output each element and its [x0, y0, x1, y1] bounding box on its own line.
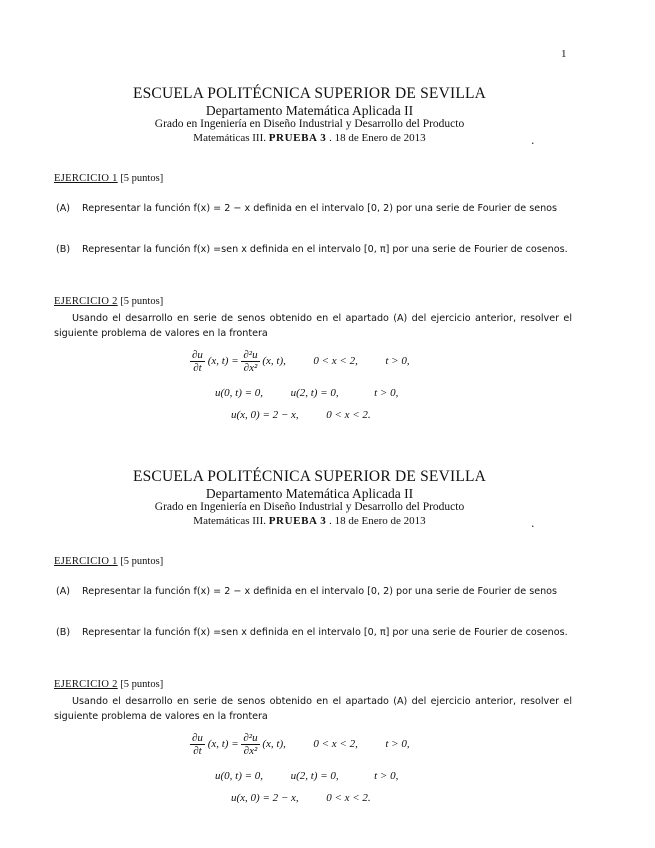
- bc-right: u(2, t) = 0,: [290, 770, 339, 782]
- condition-t: t > 0,: [385, 355, 410, 368]
- exercise-2-points: [5 puntos]: [120, 296, 164, 307]
- course-line: [0, 515, 637, 528]
- exercise-2-label: EJERCICIO 2: [54, 679, 118, 690]
- bc-right: u(2, t) = 0,: [290, 387, 339, 399]
- condition-x: 0 < x < 2,: [313, 355, 358, 368]
- condition-x: 0 < x < 2,: [313, 738, 358, 751]
- ic-domain: 0 < x < 2.: [326, 792, 371, 804]
- ic-value: u(x, 0) = 2 − x,: [231, 409, 299, 421]
- exam-header: [0, 85, 637, 144]
- degree-name: Grado en Ingeniería en Diseño Industrial y Desarrollo del Producto: [154, 118, 465, 131]
- ic-value: u(x, 0) = 2 − x,: [231, 792, 299, 804]
- item-text: Representar la función f(x) = 2 − x definida en el intervalo [0, 2) por una serie de Fourier de senos: [82, 203, 558, 214]
- lhs-den: ∂t: [193, 362, 202, 374]
- lhs-num: ∂u: [192, 349, 203, 361]
- item-label: (A): [56, 203, 71, 214]
- item-label: (A): [56, 586, 71, 597]
- trail-dot: .: [531, 134, 535, 147]
- exercise-2-text: Usando el desarrollo en serie de senos obtenido en el apartado (A) del ejercicio anterior, resolver el siguiente problema de valores en la frontera: [54, 313, 572, 339]
- bc-time: t > 0,: [374, 387, 399, 399]
- exercise-2-text: Usando el desarrollo en serie de senos obtenido en el apartado (A) del ejercicio anterior, resolver el siguiente problema de valores en la frontera: [54, 696, 572, 722]
- lhs-den: ∂t: [193, 745, 202, 757]
- exercise-1-item-a: [56, 584, 572, 599]
- pde-equation: [190, 349, 410, 374]
- exercise-2-title: [54, 296, 163, 307]
- item-label: (B): [56, 627, 71, 638]
- degree-name: Grado en Ingeniería en Diseño Industrial y Desarrollo del Producto: [154, 501, 465, 514]
- item-label: (B): [56, 244, 71, 255]
- condition-t: t > 0,: [385, 738, 410, 751]
- pde-equation: [190, 732, 410, 757]
- department-name: Departamento Matemática Aplicada II: [205, 485, 414, 501]
- exam-header: [0, 468, 637, 527]
- rhs-num: ∂²u: [243, 732, 258, 744]
- bc-left: u(0, t) = 0,: [215, 770, 264, 782]
- initial-condition: [231, 792, 371, 804]
- item-text: Representar la función f(x) = 2 − x definida en el intervalo [0, 2) por una serie de Fourier de senos: [82, 586, 558, 597]
- exercise-1-item-a: [56, 201, 572, 216]
- page-number: 1: [561, 48, 567, 60]
- initial-condition: [231, 409, 371, 421]
- trail-dot: .: [531, 517, 535, 530]
- boundary-conditions: [215, 387, 398, 399]
- exercise-2-title: [54, 679, 163, 690]
- rhs-args: (x, t),: [262, 738, 286, 751]
- bc-left: u(0, t) = 0,: [215, 387, 264, 399]
- exercise-1-points: [5 puntos]: [120, 556, 164, 567]
- rhs-args: (x, t),: [262, 355, 286, 368]
- exercise-1-label: EJERCICIO 1: [54, 173, 118, 184]
- item-text: Representar la función f(x) =sen x definida en el intervalo [0, π] por una serie de Fourier de cosenos.: [82, 627, 568, 638]
- exercise-1-points: [5 puntos]: [120, 173, 164, 184]
- department-name: Departamento Matemática Aplicada II: [205, 102, 414, 118]
- test-name: PRUEBA 3: [268, 131, 327, 144]
- exercise-1-title: [54, 173, 163, 184]
- school-name: ESCUELA POLITÉCNICA SUPERIOR DE SEVILLA: [132, 85, 487, 102]
- ic-domain: 0 < x < 2.: [326, 409, 371, 421]
- exercise-2-points: [5 puntos]: [120, 679, 164, 690]
- rhs-den: ∂x²: [243, 362, 258, 374]
- exam-date: . 18 de Enero de 2013: [329, 514, 426, 527]
- bc-time: t > 0,: [374, 770, 399, 782]
- lhs-args: (x, t) =: [207, 738, 239, 751]
- boundary-conditions: [215, 770, 398, 782]
- exam-date: . 18 de Enero de 2013: [329, 131, 426, 144]
- exercise-1-item-b: [56, 242, 572, 257]
- rhs-num: ∂²u: [243, 349, 258, 361]
- exercise-1-item-b: [56, 625, 572, 640]
- lhs-num: ∂u: [192, 732, 203, 744]
- exercise-1-label: EJERCICIO 1: [54, 556, 118, 567]
- lhs-args: (x, t) =: [207, 355, 239, 368]
- rhs-den: ∂x²: [243, 745, 258, 757]
- item-text: Representar la función f(x) =sen x definida en el intervalo [0, π] por una serie de Fourier de cosenos.: [82, 244, 568, 255]
- course-name: Matemáticas III.: [193, 514, 266, 527]
- exercise-2-label: EJERCICIO 2: [54, 296, 118, 307]
- school-name: ESCUELA POLITÉCNICA SUPERIOR DE SEVILLA: [132, 468, 487, 485]
- exercise-1-title: [54, 556, 163, 567]
- course-line: [0, 132, 637, 145]
- test-name: PRUEBA 3: [268, 514, 327, 527]
- course-name: Matemáticas III.: [193, 131, 266, 144]
